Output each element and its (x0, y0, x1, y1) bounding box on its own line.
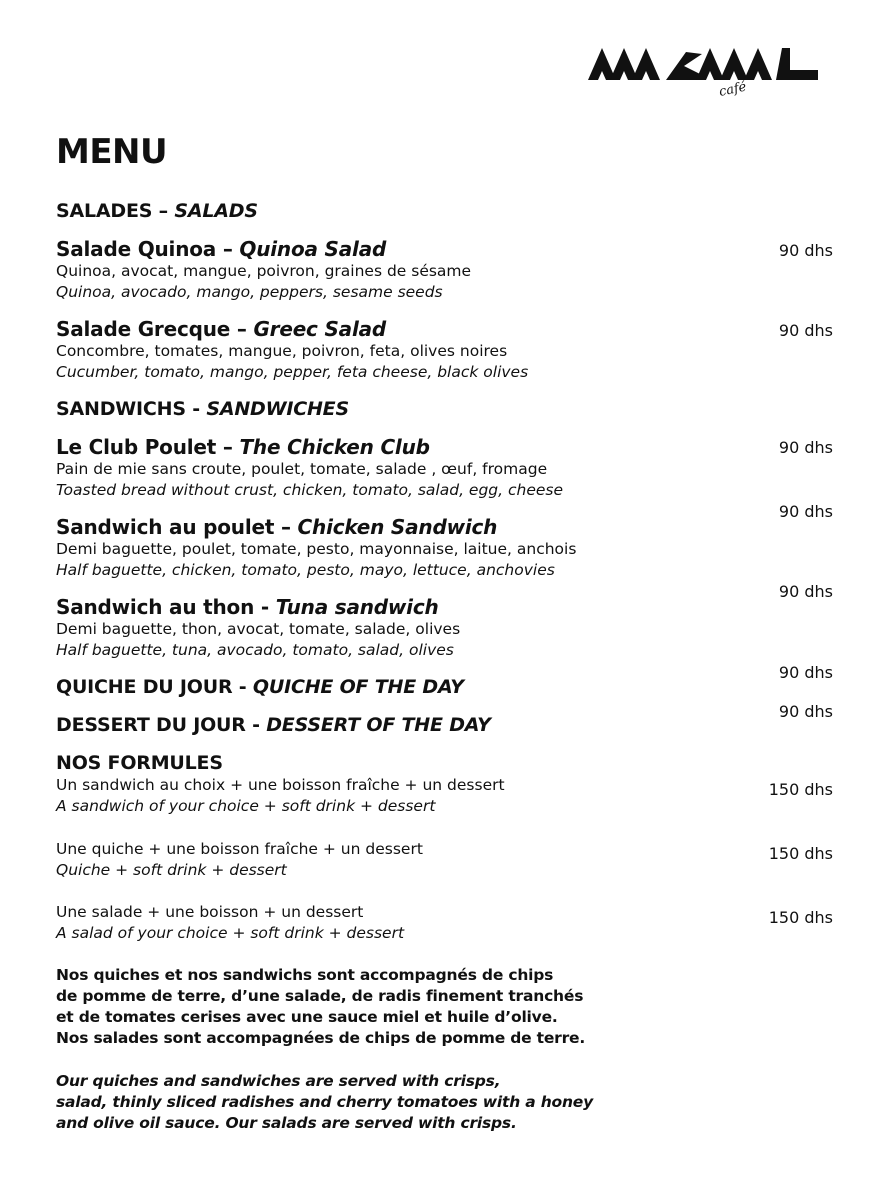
note-line: Nos salades sont accompagnées de chips de pomme de terre. (56, 1029, 586, 1047)
menu-item-desc-fr: Quinoa, avocat, mangue, poivron, graines de sésame (56, 262, 472, 280)
formule-desc-en: A salad of your choice + soft drink + dessert (56, 924, 405, 942)
menu-item-title: Sandwich au thon - Tuna sandwich (56, 595, 439, 619)
note-line: salad, thinly sliced radishes and cherry tomatoes with a honey (56, 1093, 594, 1111)
formule-desc-fr: Une quiche + une boisson fraîche + un dessert (56, 840, 423, 858)
note-line: de pomme de terre, d’une salade, de radis finement tranchés (56, 987, 584, 1005)
formule-price: 150 dhs (768, 844, 833, 863)
menu-item-title: Salade Grecque – Greec Salad (56, 317, 387, 341)
quiche-price: 90 dhs (778, 663, 833, 682)
page-title: MENU (56, 132, 168, 172)
note-fr (56, 965, 585, 1049)
menu-item-price: 90 dhs (778, 502, 833, 521)
section-heading-dessert: DESSERT DU JOUR - DESSERT OF THE DAY (56, 714, 491, 736)
macaal-logo-graphic (586, 40, 820, 112)
menu-item-desc-en: Toasted bread without crust, chicken, tomato, salad, egg, cheese (56, 481, 564, 499)
menu-item-desc-en: Quinoa, avocado, mango, peppers, sesame seeds (56, 283, 443, 301)
menu-item-price: 90 dhs (778, 438, 833, 457)
formule-price: 150 dhs (768, 908, 833, 927)
section-heading-sandwiches: SANDWICHS - SANDWICHES (56, 398, 349, 420)
note-en (56, 1071, 593, 1134)
note-line: et de tomates cerises avec une sauce miel et huile d’olive. (56, 1008, 558, 1026)
menu-item-desc-fr: Pain de mie sans croute, poulet, tomate, salade , œuf, fromage (56, 460, 548, 478)
dessert-price: 90 dhs (778, 702, 833, 721)
note-line: Nos quiches et nos sandwichs sont accompagnés de chips (56, 966, 554, 984)
menu-item-desc-fr: Demi baguette, thon, avocat, tomate, salade, olives (56, 620, 461, 638)
menu-item-title: Le Club Poulet – The Chicken Club (56, 435, 430, 459)
menu-item-price: 90 dhs (778, 241, 833, 260)
section-heading-formules: NOS FORMULES (56, 752, 223, 774)
menu-item-desc-fr: Concombre, tomates, mangue, poivron, feta, olives noires (56, 342, 508, 360)
menu-item-desc-fr: Demi baguette, poulet, tomate, pesto, mayonnaise, laitue, anchois (56, 540, 577, 558)
menu-item-price: 90 dhs (778, 321, 833, 340)
brand-logo (586, 40, 820, 112)
formule-price: 150 dhs (768, 780, 833, 799)
menu-item-title: Sandwich au poulet – Chicken Sandwich (56, 515, 498, 539)
formule-desc-fr: Une salade + une boisson + un dessert (56, 903, 364, 921)
menu-item-title: Salade Quinoa – Quinoa Salad (56, 237, 387, 261)
formule-desc-fr: Un sandwich au choix + une boisson fraîche + un dessert (56, 776, 505, 794)
section-heading-quiche: QUICHE DU JOUR - QUICHE OF THE DAY (56, 676, 464, 698)
menu-item-desc-en: Half baguette, tuna, avocado, tomato, salad, olives (56, 641, 454, 659)
menu-item-desc-en: Cucumber, tomato, mango, pepper, feta cheese, black olives (56, 363, 529, 381)
menu-item-desc-en: Half baguette, chicken, tomato, pesto, mayo, lettuce, anchovies (56, 561, 555, 579)
formule-desc-en: Quiche + soft drink + dessert (56, 861, 287, 879)
menu-item-price: 90 dhs (778, 582, 833, 601)
section-heading-salads: SALADES – SALADS (56, 200, 258, 222)
note-line: and olive oil sauce. Our salads are served with crisps. (56, 1114, 517, 1132)
svg-text:café: café (717, 79, 748, 100)
formule-desc-en: A sandwich of your choice + soft drink + dessert (56, 797, 436, 815)
note-line: Our quiches and sandwiches are served with crisps, (56, 1072, 501, 1090)
